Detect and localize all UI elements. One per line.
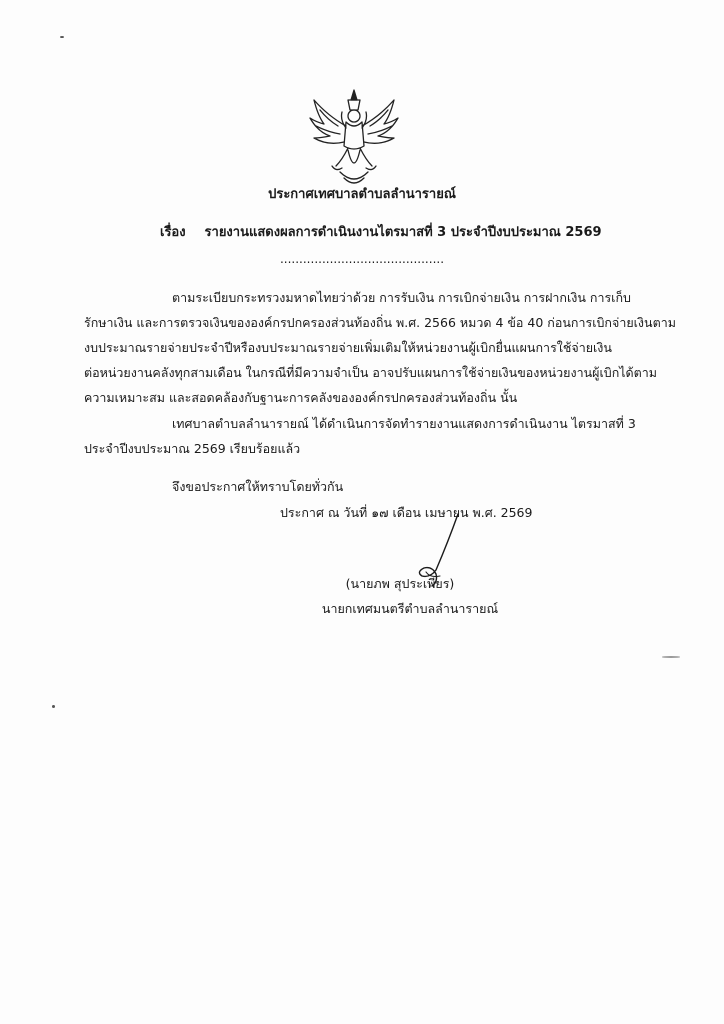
subject-label: เรื่อง <box>160 225 186 240</box>
document-title: ประกาศเทศบาลตำบลลำนารายณ์ <box>268 187 456 202</box>
body-paragraph-3: จึงขอประกาศให้ทราบโดยทั่วกัน <box>172 479 344 494</box>
separator-dots: ........................................... <box>279 252 445 266</box>
body-paragraph-2-line-2: ประจำปีงบประมาณ 2569 เรียบร้อยแล้ว <box>84 441 301 456</box>
signer-name: (นายภพ สุประเพียร) <box>345 576 455 591</box>
body-paragraph-1-line-1: ตามระเบียบกระทรวงมหาดไทยว่าด้วย การรับเงิน การเบิกจ่ายเงิน การฝากเงิน การเก็บ <box>172 290 631 305</box>
body-paragraph-1-line-4: ต่อหน่วยงานคลังทุกสามเดือน ในกรณีที่มีความจำเป็น อาจปรับแผนการใช้จ่ายเงินของหน่วยงานผู้เบิกได้ตาม <box>84 365 658 380</box>
scan-speck <box>60 36 64 38</box>
body-paragraph-2-line-1: เทศบาลตำบลลำนารายณ์ ได้ดำเนินการจัดทำรายงานแสดงการดำเนินงาน ไตรมาสที่ 3 <box>172 416 636 431</box>
signer-position: นายกเทศมนตรีตำบลลำนารายณ์ <box>321 601 499 616</box>
body-paragraph-1-line-5: ความเหมาะสม และสอดคล้องกับฐานะการคลังขององค์กรปกครองส่วนท้องถิ่น นั้น <box>84 390 518 405</box>
garuda-emblem-icon <box>306 86 402 190</box>
body-paragraph-1-line-3: งบประมาณรายจ่ายประจำปีหรืองบประมาณรายจ่ายเพิ่มเติมให้หน่วยงานผู้เบิกยื่นแผนการใช้จ่ายเงิน <box>84 340 612 355</box>
subject-line <box>160 224 602 242</box>
scan-speck <box>662 656 680 658</box>
scan-speck <box>52 705 55 708</box>
body-paragraph-1-line-2: รักษาเงิน และการตรวจเงินขององค์กรปกครองส่วนท้องถิ่น พ.ศ. 2566 หมวด 4 ข้อ 40 ก่อนการเบิกจ่ายเงินตาม <box>84 315 676 330</box>
announcement-date: ประกาศ ณ วันที่ ๑๗ เดือน เมษายน พ.ศ. 2569 <box>280 505 533 520</box>
subject-text: รายงานแสดงผลการดำเนินงานไตรมาสที่ 3 ประจำปีงบประมาณ 2569 <box>204 225 602 240</box>
